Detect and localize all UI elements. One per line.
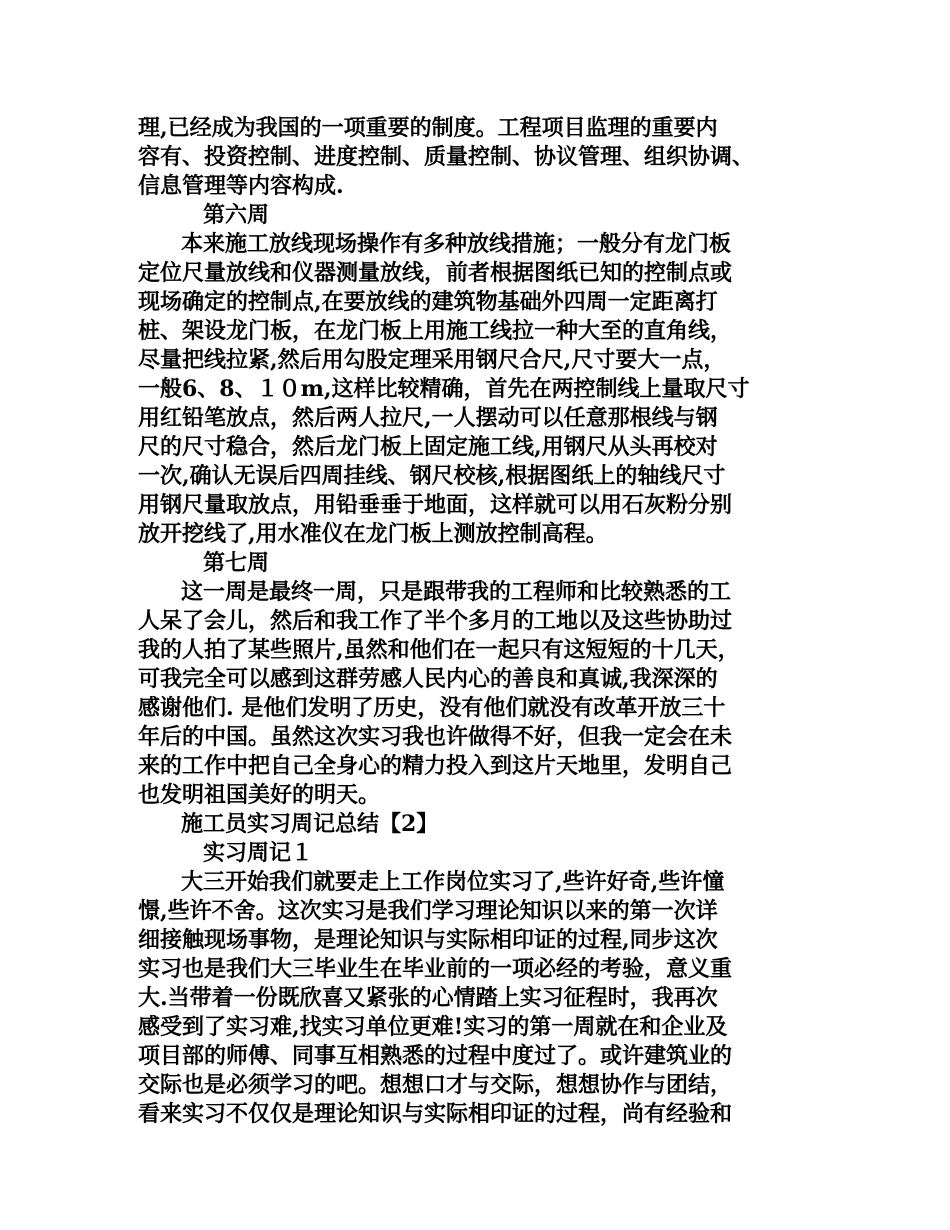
text-line: 年后的中国。虽然这次实习我也许做得不好，但我一定会在未 bbox=[138, 724, 733, 750]
text-line: 来的工作中把自己全身心的精力投入到这片天地里，发明自己 bbox=[138, 753, 733, 779]
text-line: 细接触现场事物，是理论知识与实际相印证的过程,同步这次 bbox=[138, 927, 718, 953]
text-line: 用钢尺量取放点，用铅垂垂于地面，这样就可以用石灰粉分别 bbox=[138, 492, 733, 518]
text-line: 本来施工放线现场操作有多种放线措施；一般分有龙门板 bbox=[181, 231, 732, 257]
section-heading: 第六周 bbox=[203, 202, 270, 228]
text-line: 大三开始我们就要走上工作岗位实习了,些许好奇,些许憧 bbox=[181, 869, 725, 895]
text-line: 放开挖线了,用水准仪在龙门板上测放控制高程。 bbox=[138, 521, 608, 547]
text-line: 人呆了会儿，然后和我工作了半个多月的工地以及这些协助过 bbox=[138, 608, 733, 634]
text-line: 一次,确认无误后四周挂线、钢尺校核,根据图纸上的轴线尺寸 bbox=[138, 463, 726, 489]
text-line: 桩、架设龙门板，在龙门板上用施工线拉一种大至的直角线， bbox=[138, 318, 733, 344]
text-line: 憬,些许不舍。这次实习是我们学习理论知识以来的第一次详 bbox=[138, 898, 718, 924]
text-line: 一般6、8、１０m,这样比较精确，首先在两控制线上量取尺寸 bbox=[138, 376, 750, 402]
section-heading: 第七周 bbox=[203, 550, 270, 576]
text-line: 实习也是我们大三毕业生在毕业前的一项必经的考验，意义重 bbox=[138, 956, 733, 982]
text-line: 定位尺量放线和仪器测量放线，前者根据图纸已知的控制点或 bbox=[138, 260, 733, 286]
text-line: 看来实习不仅仅是理论知识与实际相印证的过程，尚有经验和 bbox=[138, 1101, 733, 1127]
text-line: 这一周是最终一周，只是跟带我的工程师和比较熟悉的工 bbox=[181, 579, 732, 605]
section-heading: 施工员实习周记总结【2】 bbox=[181, 811, 439, 837]
text-line: 信息管理等内容构成. bbox=[138, 173, 344, 199]
text-line: 尺的尺寸稳合，然后龙门板上固定施工线,用钢尺从头再校对 bbox=[138, 434, 718, 460]
text-line: 尽量把线拉紧,然后用勾股定理采用钢尺合尺,尺寸要大一点， bbox=[138, 347, 726, 373]
text-line: 大.当带着一份既欣喜又紧张的心情踏上实习征程时，我再次 bbox=[138, 985, 718, 1011]
text-line: 感谢他们. 是他们发明了历史，没有他们就没有改革开放三十 bbox=[138, 695, 726, 721]
text-line: 也发明祖国美好的明天。 bbox=[138, 782, 381, 808]
text-line: 项目部的师傅、同事互相熟悉的过程中度过了。或许建筑业的 bbox=[138, 1043, 733, 1069]
text-line: 感受到了实习难,找实习单位更难!实习的第一周就在和企业及 bbox=[138, 1014, 728, 1040]
text-line: 容有、投资控制、进度控制、质量控制、协议管理、组织协调、 bbox=[138, 144, 755, 170]
text-line: 可我完全可以感到这群劳感人民内心的善良和真诚,我深深的 bbox=[138, 666, 718, 692]
text-line: 现场确定的控制点,在要放线的建筑物基础外四周一定距离打 bbox=[138, 289, 718, 315]
text-line: 理,已经成为我国的一项重要的制度。工程项目监理的重要内 bbox=[138, 115, 718, 141]
text-line: 用红铅笔放点，然后两人拉尺,一人摆动可以任意那根线与钢 bbox=[138, 405, 718, 431]
section-heading: 实习周记１ bbox=[203, 840, 314, 866]
text-line: 交际也是必须学习的吧。想想口才与交际，想想协作与团结， bbox=[138, 1072, 733, 1098]
text-line: 我的人拍了某些照片,虽然和他们在一起只有这短短的十几天， bbox=[138, 637, 740, 663]
